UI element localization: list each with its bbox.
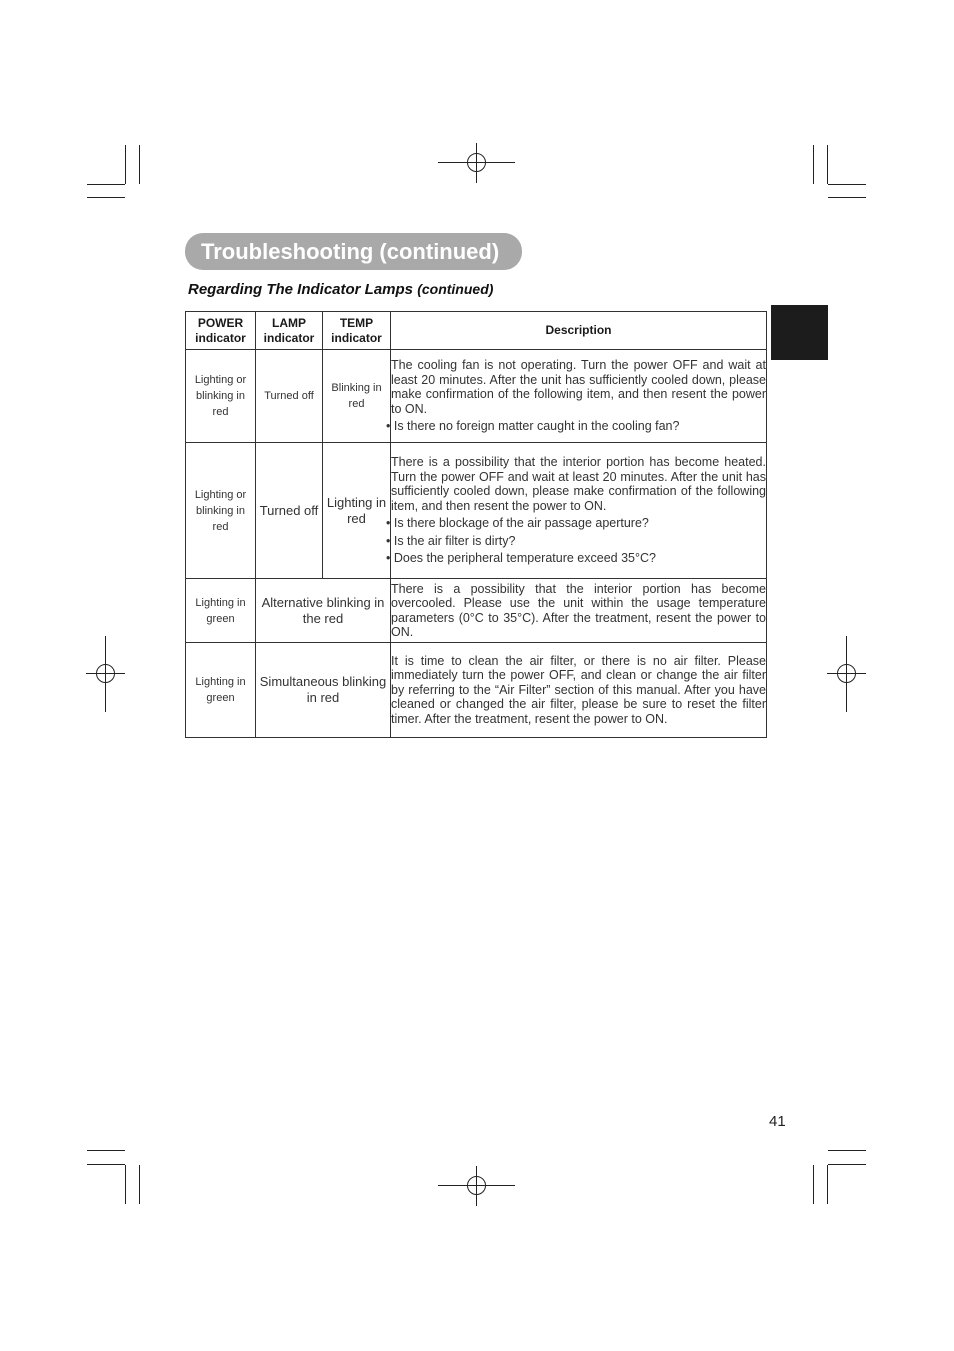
power-cell: Lighting in green: [186, 579, 256, 643]
header-lamp: LAMP indicator: [256, 312, 323, 350]
temp-cell: Lighting in red: [323, 443, 391, 579]
header-power: POWER indicator: [186, 312, 256, 350]
lamp-temp-cell: Simultaneous blinking in red: [256, 643, 391, 738]
bullet-item: • Does the peripheral temperature exceed 35°C?: [386, 551, 656, 566]
description-cell: [386, 443, 767, 579]
section-heading-suffix: (continued): [417, 281, 494, 297]
power-cell: Lighting or blinking in red: [186, 350, 256, 443]
description-text: It is time to clean the air filter, or there is no air filter. Please immediately turn the power OFF, and clean or change the air filter by referring to the “Air Filter” section of this manual. After you have cleaned or changed the air filter, please be sure to reset the filter timer. After the treatment, resent the power to ON.: [391, 653, 766, 726]
description-text: There is a possibility that the interior portion has become heated. Turn the power OFF and wait at least 20 minutes. After the unit has sufficiently cooled down, please make confirmation of the following item, and then resent the power to ON.: [391, 455, 766, 513]
page-title-text: Troubleshooting (continued): [201, 239, 500, 264]
power-cell: Lighting or blinking in red: [186, 443, 256, 579]
header-temp: TEMP indicator: [323, 312, 391, 350]
lamp-cell: Turned off: [256, 350, 323, 443]
table-row: [186, 579, 767, 643]
section-heading: [188, 281, 493, 298]
table-row: [186, 443, 767, 579]
lamp-temp-cell: Alternative blinking in the red: [256, 579, 391, 643]
description-text: The cooling fan is not operating. Turn the power OFF and wait at least 20 minutes. After the unit has sufficiently cooled down, please make confirmation of the following item, and then resent the power to ON.: [391, 358, 766, 416]
section-heading-text: Regarding The Indicator Lamps: [188, 281, 414, 298]
description-cell: [386, 350, 767, 443]
bullet-item: • Is there blockage of the air passage aperture?: [386, 516, 649, 531]
side-tab-marker: [771, 305, 828, 360]
table-row: [186, 350, 767, 443]
description-cell: [391, 579, 767, 643]
bullet-item: • Is the air filter is dirty?: [386, 533, 516, 548]
page-number: 41: [769, 1113, 786, 1130]
header-description: Description: [391, 312, 767, 350]
power-cell: Lighting in green: [186, 643, 256, 738]
description-cell: [391, 643, 767, 738]
description-text: There is a possibility that the interior portion has become overcooled. Please use the unit within the usage temperature parameters (0°C to 35°C). After the treatment, resent the power to ON.: [391, 581, 766, 639]
bullet-item: • Is there no foreign matter caught in the cooling fan?: [386, 419, 680, 434]
lamp-cell: Turned off: [256, 443, 323, 579]
table-row: [186, 643, 767, 738]
page-title: [185, 233, 522, 270]
indicator-table: [185, 311, 767, 738]
table-header-row: [186, 312, 767, 350]
temp-cell: Blinking in red: [323, 350, 391, 443]
